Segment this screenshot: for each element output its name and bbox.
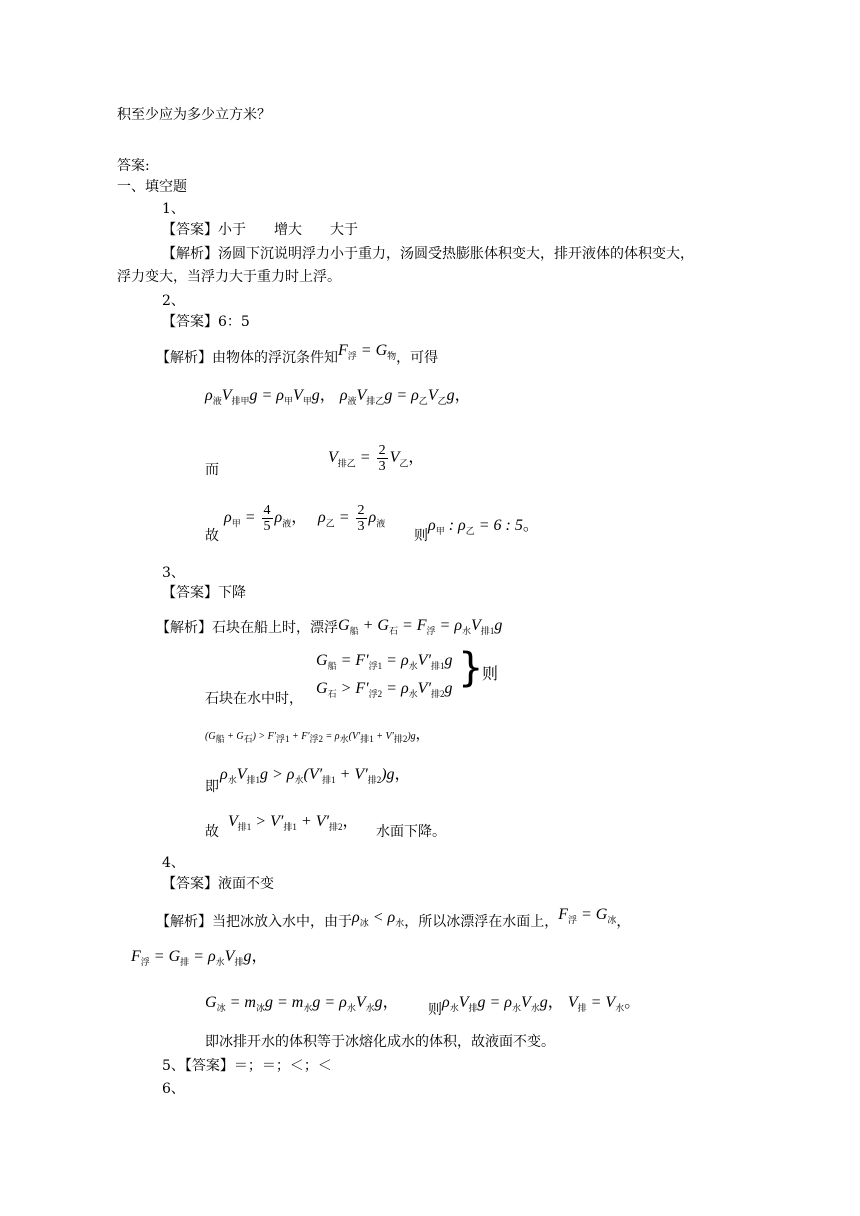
q4-formula-mass: $G_冰 = m_冰g = m_水g = \rho_水V_水g$， — [205, 994, 399, 1014]
q4-conclusion: 即冰排开水的体积等于冰熔化成水的体积，故液面不变。 — [205, 1034, 555, 1050]
q1-analysis-line2: 浮力变大，当浮力大于重力时上浮。 — [117, 269, 341, 285]
q4-analysis-line: 【解析】当把冰放入水中，由于$\rho_冰 < \rho_水$，所以冰漂浮在水面上，$F_浮 = G_冰$， — [156, 906, 631, 930]
q5-answer: 5、【答案】＝；＝；＜；＜ — [162, 1058, 332, 1074]
q3-conclusion: 水面下降。 — [376, 824, 446, 840]
q1-analysis-line1: 【解析】汤圆下沉说明浮力小于重力，汤圆受热膨胀体积变大，排开液体的体积变大， — [162, 246, 694, 262]
q2-formula-balance: $\rho_液V_{排甲}g = \rho_甲V_甲g$， $\rho_液V_{排乙}g = \rho_乙V_乙g$， — [205, 387, 471, 407]
q2-formula-ratio: $\rho_甲$ : $\rho_乙 = 6$ : 5。 — [428, 517, 539, 537]
q6-number: 6、 — [162, 1081, 185, 1097]
q2-analysis-tail: ，可得 — [396, 350, 439, 366]
q3-ze: 则 — [482, 664, 499, 683]
q3-formula-volume: $V_{排1} > V'_{排1} + V'_{排2}$， — [228, 813, 359, 833]
q4-answer: 【答案】液面不变 — [162, 876, 274, 892]
q3-answer: 【答案】下降 — [162, 585, 246, 601]
q4-analysis-lead: 【解析】当把冰放入水中，由于 — [156, 914, 352, 930]
q2-ze: 则 — [414, 528, 428, 544]
section-title: 一、填空题 — [117, 179, 187, 195]
q3-analysis-line — [156, 619, 502, 642]
q2-number: 2、 — [162, 293, 185, 309]
q2-er: 而 — [205, 462, 219, 478]
q3-formula-ineq: $\rho_水V_{排1}g > \rho_水(V'_{排1} + V'_{排2})g$， — [220, 766, 411, 786]
q4-number: 4、 — [162, 855, 185, 871]
q2-formula-volume: $V_{排乙}$ = $\frac{2}{3}$ $V_乙$， — [328, 443, 425, 474]
q3-analysis-lead: 【解析】石块在船上时，漂浮 — [156, 620, 338, 636]
q3-number: 3、 — [162, 565, 185, 581]
answers-heading: 答案: — [117, 158, 150, 174]
q3-formula-case1: $G_船 = F'_{浮1} = \rho_水V'_{排1}g$ — [316, 652, 453, 672]
q4-formula-equal: $\rho_水V_排g = \rho_水V_水g$， $V_排 = V_水$。 — [442, 994, 641, 1014]
q3-in-water: 石块在水中时， — [205, 691, 303, 707]
q1-answer: 【答案】小于 增大 大于 — [162, 222, 358, 238]
q3-formula-case2: $G_石 > F'_{浮2} = \rho_水V'_{排2}g$ — [316, 680, 453, 700]
q4-formula-density: $\rho_冰 < \rho_水$ — [352, 909, 405, 929]
right-brace-icon: } — [458, 645, 484, 691]
q1-number: 1、 — [162, 201, 185, 217]
q4-ze: 则 — [428, 1002, 442, 1018]
q3-ji: 即 — [205, 779, 219, 795]
q3-formula-floating: $G_船 + G_石 = F_浮 = \rho_水V_{排1}g$ — [338, 617, 503, 637]
question-tail: 积至少应为多少立方米？ — [117, 107, 271, 123]
q3-formula-sum: $(G_船 + G_石) > F'_{浮1} + F'_{浮2} = \rho_水(V'_{排1} + V'_{排2})g$， — [205, 728, 430, 744]
q2-analysis-line — [156, 342, 439, 372]
q2-formula-rho-yi: $\rho_乙$ = $\frac{2}{3}$ $\rho_液$ — [318, 503, 386, 534]
q4-formula-f-eq-g: $F_浮 = G_冰$ — [558, 906, 617, 926]
q4-formula-buoyancy: $F_浮 = G_排 = \rho_水V_排g$， — [131, 948, 268, 968]
q2-formula-f-eq-g: $F_浮 = G_物$ — [338, 342, 397, 362]
q2-formula-rho-jia: $\rho_甲$ = $\frac{4}{5}$ $\rho_液$， — [224, 503, 308, 534]
q3-gu: 故 — [205, 824, 219, 840]
q2-analysis-lead: 【解析】由物体的浮沉条件知 — [156, 350, 338, 366]
q2-answer: 【答案】6：5 — [162, 314, 250, 330]
q2-gu: 故 — [205, 528, 219, 544]
q4-analysis-mid: ，所以冰漂浮在水面上， — [404, 914, 559, 930]
